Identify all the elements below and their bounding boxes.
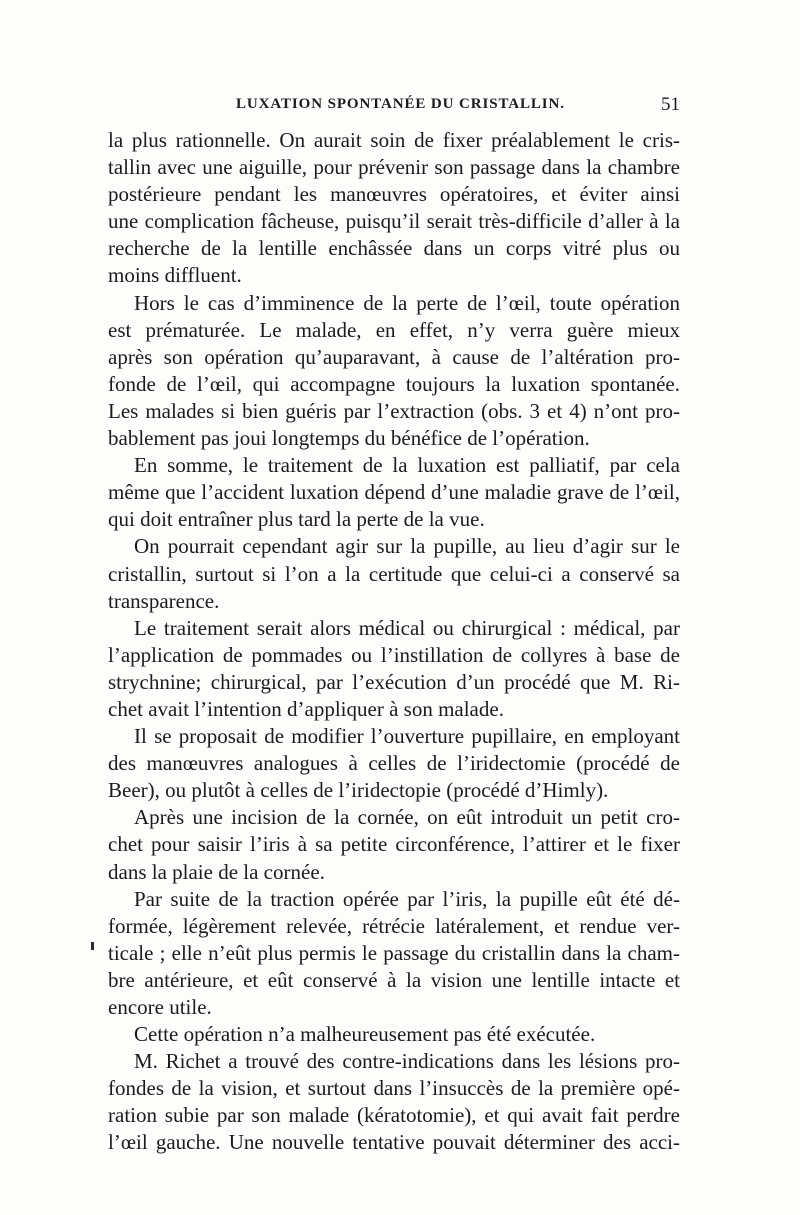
text-line: bre antérieure, et eût conservé à la vision une lentille intacte et (108, 967, 680, 992)
page-header (108, 96, 680, 122)
text-line: est prématurée. Le malade, en effet, n’y verra guère mieux (108, 317, 680, 342)
text-line: transparence. (108, 588, 220, 613)
text-line: Il se proposait de modifier l’ouverture pupillaire, en employant (134, 724, 680, 749)
text-line: formée, légèrement relevée, rétrécie latéralement, et rendue ver- (108, 913, 680, 938)
text-line: ticale ; elle n’eût plus permis le passage du cristallin dans la cham- (108, 940, 680, 965)
text-line: Les malades si bien guéris par l’extraction (obs. 3 et 4) n’ont pro- (108, 398, 680, 423)
text-line: Après une incision de la cornée, on eût introduit un petit cro- (134, 805, 680, 830)
text-line: l’application de pommades ou l’instillation de collyres à base de (108, 642, 680, 667)
text-line: la plus rationnelle. On aurait soin de fixer préalablement le cris- (108, 128, 680, 152)
page-number: 51 (661, 94, 680, 115)
stray-ink-mark (91, 942, 94, 950)
text-line: chet pour saisir l’iris à sa petite circonférence, l’attirer et le fixer (108, 832, 680, 857)
body-text (108, 127, 680, 1157)
text-line: M. Richet a trouvé des contre-indications dans les lésions pro- (134, 1049, 680, 1074)
text-line: après son opération qu’auparavant, à cause de l’altération pro- (108, 344, 680, 369)
text-line: une complication fâcheuse, puisqu’il serait très-difficile d’aller à la (108, 209, 680, 234)
text-line: dans la plaie de la cornée. (108, 859, 325, 884)
text-line: strychnine; chirurgical, par l’exécution d’un procédé que M. Ri- (108, 669, 680, 694)
text-line: moins diffluent. (108, 263, 242, 288)
text-line: Hors le cas d’imminence de la perte de l’œil, toute opération (134, 290, 680, 315)
text-line: qui doit entraîner plus tard la perte de la vue. (108, 507, 485, 532)
running-title: LUXATION SPONTANÉE DU CRISTALLIN. (236, 96, 565, 112)
text-line: Cette opération n’a malheureusement pas été exécutée. (134, 1022, 596, 1047)
text-line: En somme, le traitement de la luxation est palliatif, par cela (134, 453, 680, 478)
text-line: fondes de la vision, et surtout dans l’insuccès de la première opé- (108, 1076, 680, 1101)
text-line: postérieure pendant les manœuvres opératoires, et éviter ainsi (108, 182, 680, 207)
text-line: bablement pas joui longtemps du bénéfice de l’opération. (108, 426, 590, 451)
text-line: recherche de la lentille enchâssée dans un corps vitré plus ou (108, 236, 680, 261)
text-line: l’œil gauche. Une nouvelle tentative pouvait déterminer des acci- (108, 1130, 680, 1155)
text-line: cristallin, surtout si l’on a la certitude que celui-ci a conservé sa (108, 561, 680, 586)
text-line: ration subie par son malade (kératotomie), et qui avait fait perdre (108, 1103, 680, 1128)
text-line: Par suite de la traction opérée par l’iris, la pupille eût été dé- (134, 886, 680, 911)
text-line: Le traitement serait alors médical ou chirurgical : médical, par (134, 615, 680, 640)
text-line: même que l’accident luxation dépend d’une maladie grave de l’œil, (108, 480, 680, 505)
text-line: des manœuvres analogues à celles de l’iridectomie (procédé de (108, 751, 680, 776)
text-line: fonde de l’œil, qui accompagne toujours la luxation spontanée. (108, 371, 680, 396)
text-line: encore utile. (108, 995, 212, 1019)
text-line: On pourrait cependant agir sur la pupille, au lieu d’agir sur le (134, 534, 680, 559)
text-line: tallin avec une aiguille, pour prévenir son passage dans la chambre (108, 155, 680, 180)
text-line: Beer), ou plutôt à celles de l’iridectopie (procédé d’Himly). (108, 778, 609, 803)
text-line: chet avait l’intention d’appliquer à son malade. (108, 696, 504, 721)
